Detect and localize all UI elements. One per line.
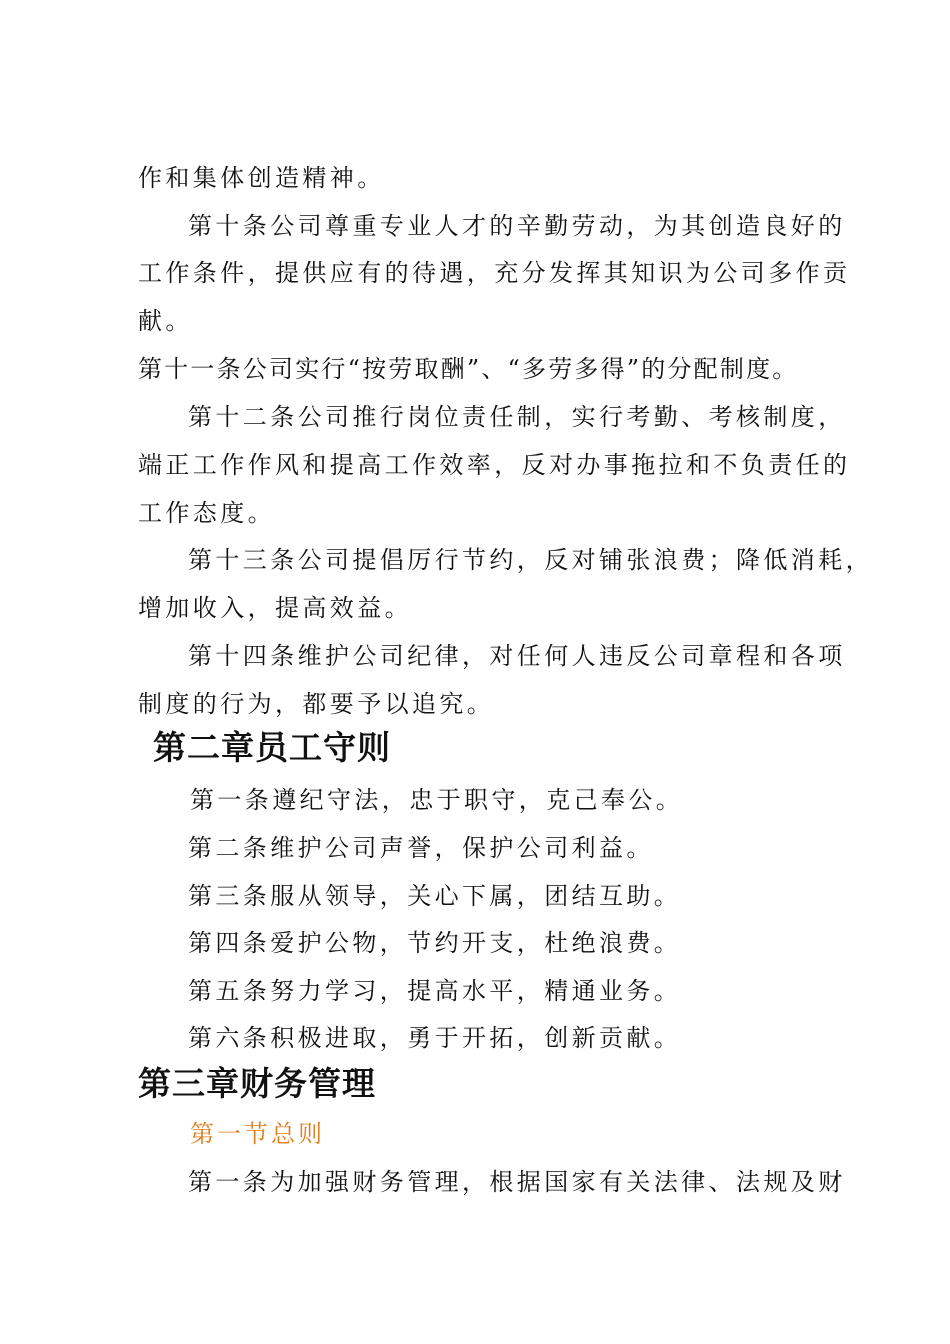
paragraph-line: 作和集体创造精神。 — [138, 164, 385, 192]
chapter-2-rule-2: 第二条维护公司声誉，保护公司利益。 — [188, 834, 654, 862]
article-10-line-1: 第十条公司尊重专业人才的辛勤劳动，为其创造良好的 — [188, 212, 846, 240]
article-10-line-2: 工作条件，提供应有的待遇，充分发挥其知识为公司多作贡 — [138, 259, 851, 287]
chapter-2-rule-1: 第一条遵纪守法，忠于职守，克己奉公。 — [190, 786, 684, 814]
chapter-2-rule-3: 第三条服从领导，关心下属，团结互助。 — [188, 882, 682, 910]
article-14-line-2: 制度的行为，都要予以追究。 — [138, 690, 495, 718]
chapter-2-rule-6: 第六条积极进取，勇于开拓，创新贡献。 — [188, 1024, 682, 1052]
chapter-3-article-1-line-1: 第一条为加强财务管理，根据国家有关法律、法规及财 — [188, 1168, 846, 1196]
article-14-line-1: 第十四条维护公司纪律，对任何人违反公司章程和各项 — [188, 642, 846, 670]
article-12-line-2: 端正工作作风和提高工作效率，反对办事拖拉和不负责任的 — [138, 451, 851, 479]
chapter-2-rule-4: 第四条爱护公物，节约开支，杜绝浪费。 — [188, 929, 682, 957]
chapter-3-title: 第三章财务管理 — [138, 1064, 376, 1103]
article-11-line: 第十一条公司实行“按劳取酬”、“多劳多得”的分配制度。 — [138, 355, 799, 383]
chapter-2-title: 第二章员工守则 — [153, 728, 391, 767]
article-12-line-1: 第十二条公司推行岗位责任制，实行考勤、考核制度， — [188, 403, 846, 431]
article-13-line-2: 增加收入，提高效益。 — [138, 594, 412, 622]
article-13-line-1: 第十三条公司提倡厉行节约，反对铺张浪费；降低消耗， — [188, 546, 873, 574]
article-10-line-3: 献。 — [138, 307, 193, 335]
section-1-title: 第一节总则 — [190, 1120, 325, 1148]
article-12-line-3: 工作态度。 — [138, 499, 275, 527]
chapter-2-rule-5: 第五条努力学习，提高水平，精通业务。 — [188, 977, 682, 1005]
